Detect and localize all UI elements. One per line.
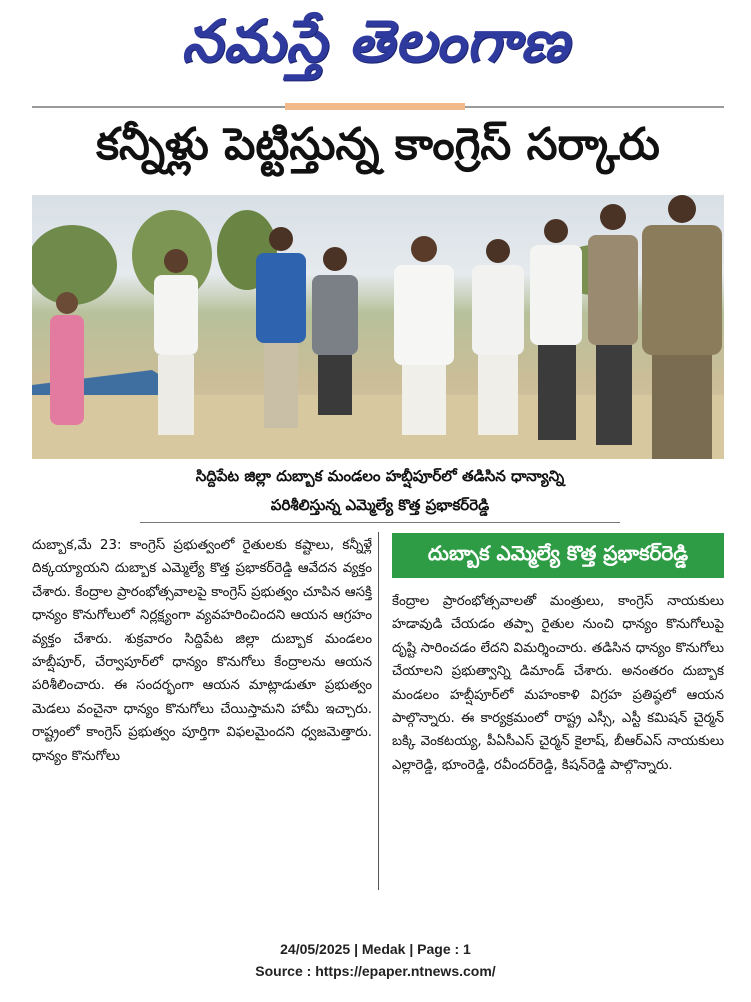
article-photo <box>32 195 724 459</box>
photo-illustration <box>32 195 724 459</box>
page-footer <box>0 938 751 984</box>
photo-caption <box>140 462 620 520</box>
footer-date-edition: 24/05/2025 | Medak | Page : 1 <box>280 941 471 957</box>
caption-line-1: సిద్దిపేట జిల్లా దుబ్బాక మండలం హబ్షీపూర్‌లో తడిసిన ధాన్యాన్ని <box>195 467 565 485</box>
footer-source: Source : https://epaper.ntnews.com/ <box>255 963 496 979</box>
article-subheading: దుబ్బాక ఎమ్మెల్యే కొత్త ప్రభాకర్‌రెడ్డి <box>392 533 724 578</box>
column-divider <box>378 532 379 890</box>
masthead-logo: నమస్తే తెలంగాణ <box>181 6 570 75</box>
masthead <box>0 0 751 96</box>
article-headline: కన్నీళ్లు పెట్టిస్తున్న కాంగ్రెస్ సర్కారు <box>96 119 660 170</box>
article-body-right-column: కేంద్రాల ప్రారంభోత్సవాలతో మంత్రులు, కాంగ్రెస్ నాయకులు హడావుడి చేయడం తప్పా రైతుల నుంచి ధాన్యం కొనుగోలుపై దృష్టి సారించడం లేదని విమర్శించారు. తడిసిన ధాన్యం కొనుగోలు చేయాలని ప్రభుత్వాన్ని డిమాండ్ చేశారు. అనంతరం దుబ్బాక మండలం హబ్షీపూర్‌లో మహంకాళి విగ్రహ ప్రతిష్ఠలో ఆయన పాల్గొన్నారు. ఈ కార్యక్రమంలో రాష్ట్ర ఎస్సీ, ఎస్టీ కమిషన్ చైర్మన్ బక్కి వెంకటయ్య, పీఏసీఎస్ చైర్మన్ కైలాష్, బీఆర్‌ఎస్ నాయకులు ఎల్లారెడ్డి, భూంరెడ్డి, రవీందర్‌రెడ్డి, కిషన్‌రెడ్డి పాల్గొన్నారు. <box>392 594 724 773</box>
caption-line-2: పరిశీలిస్తున్న ఎమ్మెల్యే కొత్త ప్రభాకర్‌రెడ్డి <box>270 496 490 514</box>
caption-rule <box>140 522 620 523</box>
headline-accent-rule <box>285 103 465 110</box>
article-body-left-column: దుబ్బాక,మే 23: కాంగ్రెస్ ప్రభుత్వంలో రైతులకు కష్టాలు, కన్నీళ్లే దిక్కయ్యాయని దుబ్బాక ఎమ్మెల్యే కొత్త ప్రభాకర్‌రెడ్డి ఆవేదన వ్యక్తం చేశారు. కేంద్రాల ప్రారంభోత్సవాలపై కాంగ్రెస్ ప్రభుత్వం చూపిన ఆసక్తి ధాన్యం కొనుగోలులో నిర్లక్ష్యంగా వ్యవహరించిందని ఆయన ఆగ్రహం వ్యక్తం చేశారు. శుక్రవారం సిద్దిపేట జిల్లా దుబ్బాక మండలం హబ్షీపూర్, చేర్వాపూర్‌లో ధాన్యం కొనుగోలు కేంద్రాలను ఆయన పరిశీలించారు. ఈ సందర్భంగా ఆయన మాట్లాడుతూ ప్రభుత్వం మెడలు వంచైనా ధాన్యం కొనుగోలు చేయిస్తామని హామీ ఇచ్చారు. రాష్ట్రంలో కాంగ్రెస్ ప్రభుత్వం పూర్తిగా విఫలమైందని ధ్వజమెత్తారు. ధాన్యం కొనుగోలు <box>32 538 372 764</box>
